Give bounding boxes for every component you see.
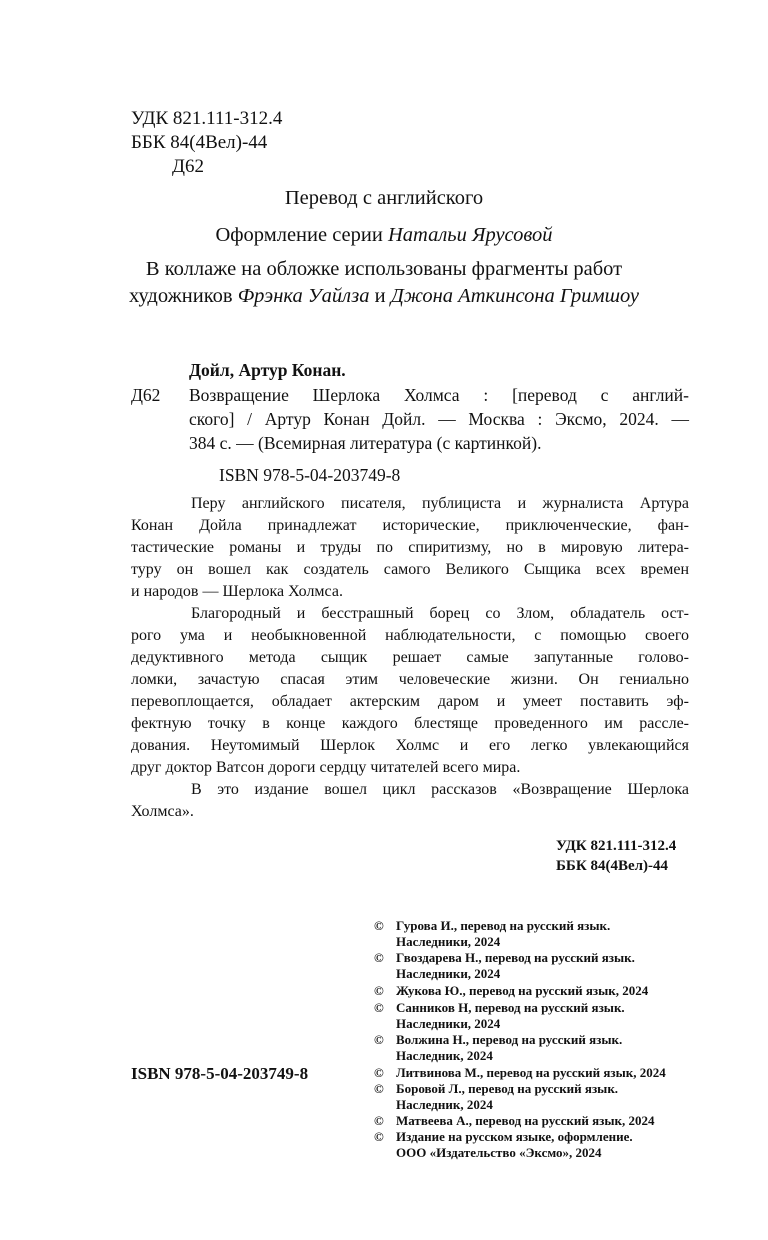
bbk-code: ББК 84(4Вел)-44 <box>131 132 268 153</box>
copyright-icon: © <box>374 950 384 965</box>
collage-artist-1: Фрэнка Уайлза <box>237 285 370 307</box>
annotation-line: друг доктор Ватсон дороги сердцу читателей всего мира. <box>131 759 521 776</box>
annotation-line: и народов — Шерлока Холмса. <box>131 583 343 600</box>
copyright-icon: © <box>374 1081 384 1096</box>
catalog-line-2: ского] / Артур Конан Дойл. — Москва : Эксмо, 2024. — <box>189 409 689 429</box>
annotation-line: В это издание вошел цикл рассказов «Возвращение Шерлока <box>191 781 689 798</box>
catalog-line-3: 384 с. — (Всемирная литература (с картинкой). <box>189 433 542 453</box>
copyright-icon: © <box>374 1000 384 1015</box>
collage-note-line2 <box>0 283 768 310</box>
series-design-prefix: Оформление серии <box>215 224 388 246</box>
catalog-isbn: ISBN 978-5-04-203749-8 <box>219 465 401 485</box>
udk-code: УДК 821.111-312.4 <box>131 108 283 129</box>
annotation-line: фектную точку в конце каждого блестяще проведенного им рассле- <box>131 715 689 732</box>
isbn-bottom: ISBN 978-5-04-203749-8 <box>131 1064 309 1083</box>
copyright-icon: © <box>374 983 384 998</box>
annotation-line: Конан Дойла принадлежат исторические, приключенческие, фан- <box>131 517 689 534</box>
annotation-line: Благородный и бесстрашный борец со Злом, обладатель ост- <box>191 605 689 622</box>
copyright-icon: © <box>374 1129 384 1144</box>
annotation-line: Перу английского писателя, публициста и журналиста Артура <box>191 495 689 512</box>
annotation-line: тастические романы и труды по спиритизму, но в мировую литера- <box>131 539 689 556</box>
annotation-line: Холмса». <box>131 803 194 820</box>
collage-conj: и <box>369 285 391 307</box>
catalog-author: Дойл, Артур Конан. <box>189 360 346 380</box>
bottom-bbk-code: ББК 84(4Вел)-44 <box>556 858 669 874</box>
translation-note: Перевод с английского <box>284 187 484 209</box>
collage-note-line1: В коллаже на обложке использованы фрагменты работ <box>145 258 623 280</box>
copyright-icon: © <box>374 1113 384 1128</box>
annotation-line: рого ума и необыкновенной наблюдательности, с помощью своего <box>131 627 689 644</box>
annotation-paragraph-1 <box>131 493 689 603</box>
annotation-line: дования. Неутомимый Шерлок Холмс и его легко увлекающийся <box>131 737 689 754</box>
copyright-icon: © <box>374 1065 384 1080</box>
collage-artist-2: Джона Аткинсона Гримшоу <box>390 285 639 307</box>
collage-prefix: художников <box>129 285 238 307</box>
annotation-paragraph-3 <box>131 779 689 823</box>
annotation-line: перевоплощается, обладает актерским даром и умеет поставить эф- <box>131 693 689 710</box>
annotation-line: туру он вошел как создатель самого Великого Сыщика всех времен <box>131 561 689 578</box>
bottom-udk-code: УДК 821.111-312.4 <box>556 838 677 854</box>
annotation-line: ломки, зачастую спасая этим человеческие жизни. Он гениально <box>131 671 689 688</box>
author-mark: Д62 <box>172 156 204 177</box>
annotation-line: дедуктивного метода сыщик решает самые запутанные голово- <box>131 649 689 666</box>
copyright-icon: © <box>374 1032 384 1047</box>
annotation-paragraph-2 <box>131 603 689 779</box>
catalog-line-1: Возвращение Шерлока Холмса : [перевод с англий- <box>189 385 689 405</box>
catalog-mark: Д62 <box>131 385 161 405</box>
copyright-icon: © <box>374 918 384 933</box>
series-design-credit <box>0 222 768 249</box>
series-designer-name: Натальи Ярусовой <box>387 224 553 246</box>
